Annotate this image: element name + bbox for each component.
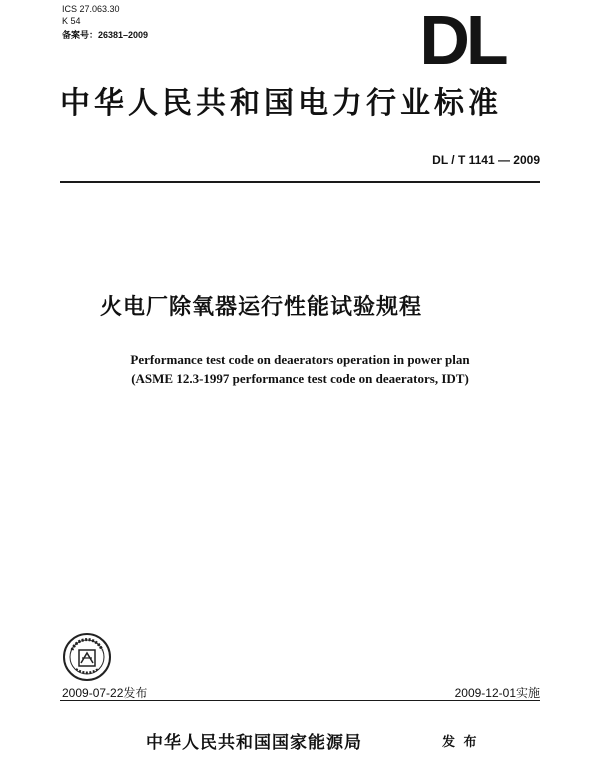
dl-logo: DL bbox=[419, 1, 505, 79]
english-title-line-2: (ASME 12.3-1997 performance test code on deaerators, IDT) bbox=[131, 371, 469, 386]
top-divider bbox=[60, 181, 540, 183]
classification-code: K 54 bbox=[62, 16, 81, 26]
document-title-chinese: 火电厂除氧器运行性能试验规程 bbox=[100, 295, 423, 320]
issue-date: 2009-07-22发布 bbox=[62, 686, 148, 700]
standard-number: DL / T 1141 — 2009 bbox=[432, 153, 540, 167]
english-title-line-1: Performance test code on deaerators operation in power plan bbox=[130, 352, 470, 367]
publish-label: 发 布 bbox=[442, 735, 479, 750]
document-title-english bbox=[60, 350, 540, 388]
authority-seal-icon bbox=[62, 632, 112, 682]
publisher-name: 中华人民共和国国家能源局 bbox=[146, 733, 362, 753]
bottom-divider bbox=[60, 700, 540, 701]
implementation-date: 2009-12-01实施 bbox=[454, 686, 540, 700]
standard-category-title: 中华人民共和国电力行业标准 bbox=[60, 86, 502, 121]
record-number: 备案号：26381–2009 bbox=[62, 30, 149, 40]
ics-code: ICS 27.063.30 bbox=[62, 4, 120, 14]
